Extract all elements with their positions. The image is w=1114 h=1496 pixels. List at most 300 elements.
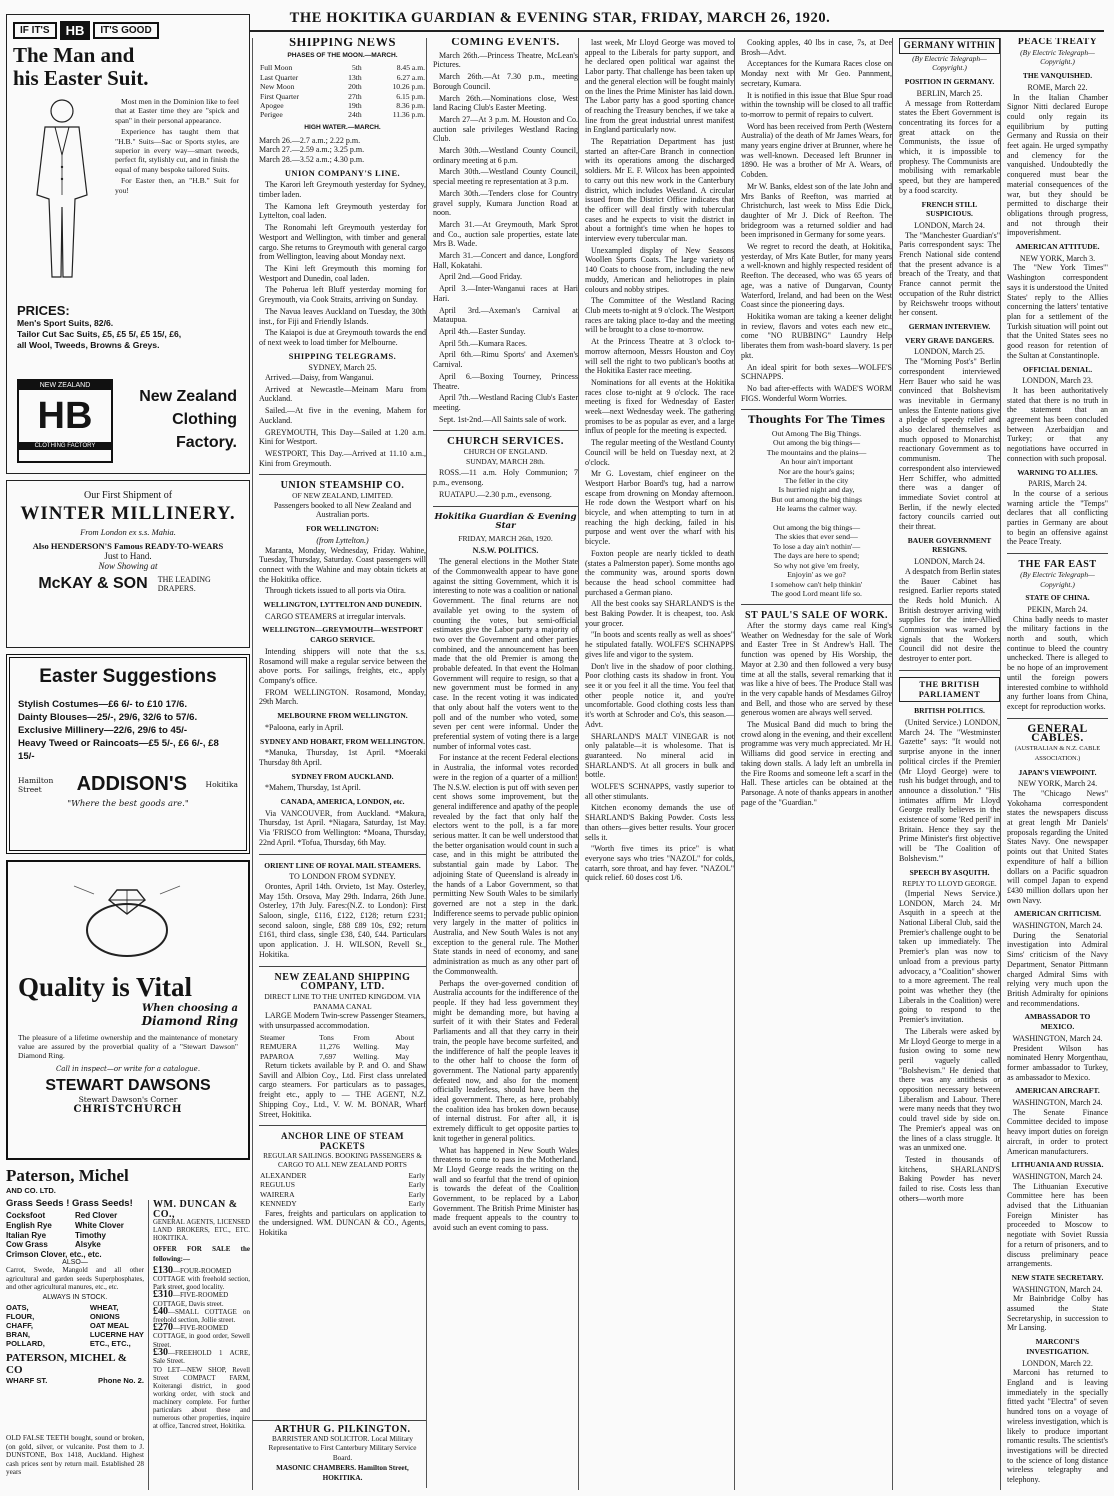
nzs-body: LARGE Modern Twin-screw Passenger Steamers, with unsurpassed accommodation. bbox=[259, 1011, 426, 1031]
section-dateline: NEW YORK, March 3. bbox=[1019, 253, 1096, 263]
table-row bbox=[259, 73, 426, 82]
property-price: £130 bbox=[153, 1264, 173, 1276]
paper-nameplate: Hokitika Guardian & Evening Star bbox=[434, 511, 577, 532]
section-dateline: LONDON, March 22. bbox=[1022, 1358, 1093, 1368]
table-cell: Early bbox=[408, 1199, 425, 1209]
section-head: GERMAN INTERVIEW. bbox=[908, 321, 991, 331]
news-para: An ideal spirit for both sexes—WOLFE'S SCHNAPPS. bbox=[741, 362, 892, 382]
property-item bbox=[153, 1346, 250, 1366]
event-item: April 7th.—Westland Racing Club's Easter meeting. bbox=[433, 393, 578, 412]
table-row bbox=[259, 1171, 426, 1180]
moon-day: 20th bbox=[348, 82, 362, 92]
sale-para: The Musical Band did much to bring the crowd along in the evening, and their excellent programme was very much appreciated. Mr H. Williams did good service in erecting and taking down stalls. A lady left an umbrella in the Fire Rooms and someone left a scarf in the Hall. These articles can be obtained at the Parsonage. A note of thanks appears in another page of the "Guardian." bbox=[741, 720, 892, 807]
union-para: The Kamona left Greymouth yesterday for Lyttelton, coal laden. bbox=[259, 201, 426, 221]
well-sub: (from Lyttelton.) bbox=[316, 535, 369, 545]
news-para: The regular meeting of the Westland County Council will be held on Tuesday next, at 2 o'clock. bbox=[585, 438, 734, 467]
table-cell: Early bbox=[408, 1189, 425, 1199]
asquith-para: (Imperial News Service.) LONDON, March 24. Mr Asquith in a speech at the National Liberal Club, said the Premier's challenge ought to be taken up immediately. The Premier's plan was now to unload from a previous party advocacy, a "Coalition" shower to a more agreement. The real point was whether they (the Liberals in the Coalition) were going to respond to the Premier's invitation. bbox=[899, 888, 1000, 1025]
section-para: In the Italian Chamber Signor Nitti declared Europe could only regain its equilibrium by putting Germany and Russia on their feet again. He urged sympathy and clemency for the vanquished. Undoubtedly the conquered must bear the material consequences of the war, but they should be permitted to discharge their obligations through progress, and not through their impoverishment. bbox=[1007, 92, 1108, 238]
property-desc: —SMALL COTTAGE on freehold section, Jollie street. bbox=[153, 1307, 250, 1325]
moon-time: 8.36 p.m. bbox=[396, 101, 425, 111]
moon-phase: Apogee bbox=[260, 101, 284, 111]
divider bbox=[259, 854, 426, 855]
addisons-name: ADDISON'S bbox=[76, 773, 187, 795]
property-desc: —FOUR-ROOMED COTTAGE with freehold section, Park street, good locality. bbox=[153, 1266, 250, 1292]
section-dateline: WASHINGTON, March 24. bbox=[1012, 1171, 1103, 1181]
section-para: In the course of a serious warning article the "Temps" declares that all conflicting parties in Germany are about to begin an offensive against the Peace Treaty. bbox=[1007, 488, 1108, 547]
church-sub: CHURCH OF ENGLAND. bbox=[463, 447, 548, 457]
moon-phase: Full Moon bbox=[260, 63, 293, 73]
church-title: CHURCH SERVICES. bbox=[446, 435, 565, 448]
news-para: last week, Mr Lloyd George was moved to appeal to the Liberals for party support, and he declared open political war against the Labor party. That challenge has been taken up and the general election will be fought mainly on the lines the Prime Minister has laid down. The Labor party has a good sporting chance of reaching the Treasury benches, if we take a line from the great industrial unrest manifest in England particularly now. bbox=[585, 38, 734, 135]
addisons-motto: "Where the best goods are." bbox=[67, 799, 189, 809]
table-cell: REGULUS bbox=[260, 1180, 296, 1190]
news-para: Acceptances for the Kumara Races close on Monday next with Mr Geo. Pannment, secretary, Kumara. bbox=[741, 59, 892, 88]
wg-head: WELLINGTON—GREYMOUTH—WESTPORT CARGO SERVICE. bbox=[262, 625, 423, 645]
hb-tag-logo: HB bbox=[60, 21, 91, 40]
well-head: FOR WELLINGTON: bbox=[306, 524, 379, 534]
uss-sub: OF NEW ZEALAND, LIMITED. bbox=[292, 491, 393, 501]
stock-item: OAT MEAL bbox=[89, 1320, 129, 1330]
event-item: Sept. 1st-2nd.—All Saints sale of work. bbox=[439, 414, 567, 424]
table-cell: Early bbox=[408, 1171, 425, 1181]
seed-item: Cow Grass bbox=[6, 1240, 48, 1250]
nzs-table bbox=[259, 1033, 426, 1061]
section-head: LITHUANIA AND RUSSIA. bbox=[1011, 1160, 1104, 1170]
section-dateline: LONDON, March 24. bbox=[914, 220, 985, 230]
duncan-ad bbox=[148, 1200, 250, 1490]
church-line: RUATAPU.—2.30 p.m., evensong. bbox=[439, 489, 552, 499]
event-item: April 4th.—Easter Sunday. bbox=[439, 326, 526, 336]
section-para: The "Manchester Guardian's" Paris correspondent says: The French National side contend that the present advance is a breach of the Treaty, and that France cannot permit the occupation of the Ruhr district by Reichswehr troops without her consent. bbox=[899, 230, 1000, 318]
nzs-foot: Return tickets available by P. and O. and Shaw Savill and Albion Coy., Ltd. First class unrelated cargo steamers. For particulars as to passages, freight etc., apply to — THE AGENT, N.Z. Shipping Coy., Ltd., V. W. M. BONAR, Wharf Street, Hokitika. bbox=[259, 1061, 426, 1119]
canada-body: Via VANCOUVER, from Auckland. *Makura, Thursday, 1st April. *Niagara, Saturday, 1st May. Via 'FRISCO from Wellington: *Moana, Thursday, 22nd April. *Tofua, Thursday, 6th May. bbox=[259, 808, 426, 847]
paterson-title: Paterson, Michel bbox=[6, 1166, 129, 1185]
section-head: VERY GRAVE DANGERS. bbox=[904, 335, 995, 345]
duncan-sub: GENERAL AGENTS, LICENSED LAND BROKERS, ETC., ETC. HOKITIKA. bbox=[153, 1219, 250, 1243]
section-head: NEW STATE SECRETARY. bbox=[1011, 1272, 1104, 1282]
section-para: The "New York Times'" Washington correspondent says it is understood the United States' reply to the Allies concerning the latters' tentative plan for a settlement of the Turkish situation will point out that the United States sees no good reason for retention of the Sultan at Constantinople. bbox=[1007, 263, 1108, 360]
moon-day: 27th bbox=[348, 91, 362, 101]
orient-body: Orontes, April 14th. Orvieto, 1st May. Osterley, May 15th. Orsova, May 29th. Indarra, 26th June. Osterley, 17th July. Fares:(N.Z. to London): First Saloon, single, £116, £122, £128; return £231; second saloon, single, £88 £89 10s, £92; return £161, third class, single £38, £40, £44. Particulars upon application. J. H. WILSON, Revell St., Hokitika. bbox=[259, 881, 426, 959]
hb-para-2: Experience has taught them that "H.B." Suits—Sac or Sports styles, are superior in every way—smart tweeds, perfect fit, stylishly cut, and in finish the equal of many bespoke tailored Suits. bbox=[115, 127, 239, 174]
telegrams-head: SHIPPING TELEGRAMS. bbox=[288, 351, 397, 361]
table-cell: 7,697 bbox=[319, 1051, 337, 1061]
section-head: WARNING TO ALLIES. bbox=[1017, 467, 1098, 477]
news-para: "Worth five times its price" is what everyone says who tries "NAZOL" for colds, catarrh, sore throat, and hay fever. "NAZOL" quick relief. 60 doses cost 1/6. bbox=[585, 844, 734, 883]
stewart-dawson-city: CHRISTCHURCH bbox=[73, 1103, 183, 1115]
asquith-head: SPEECH BY ASQUITH. bbox=[909, 867, 990, 877]
addisons-town: Hokitika bbox=[205, 780, 238, 789]
event-item: March 26th.—Nominations close, West land Racing Club's Easter Meeting. bbox=[433, 93, 578, 113]
asquith-sub: REPLY TO LLOYD GEORGE. bbox=[902, 879, 997, 889]
stock-item: WHEAT, bbox=[89, 1302, 119, 1312]
germany-byline: (By Electric Telegraph—Copyright.) bbox=[912, 53, 987, 73]
hb-suit-ad bbox=[6, 14, 250, 474]
lyttelton-head: WELLINGTON, LYTTELTON AND DUNEDIN. bbox=[263, 600, 422, 610]
section-para: A despatch from Berlin states the Bauer Cabinet has resigned. Earlier reports stated the Reds hold Munich. A British destroyer arriving with supplies for the inter-Allied Commission was warned by signals that the Workers Council did not desire the destroyer to enter port. bbox=[899, 566, 1000, 664]
table-header: Tons bbox=[319, 1032, 334, 1042]
table-cell: WAIRERA bbox=[260, 1189, 295, 1199]
local-news-column-2 bbox=[734, 38, 892, 1490]
property-price: £30 bbox=[153, 1346, 168, 1358]
hb-logo-bottom: CLOTHING FACTORY bbox=[19, 442, 111, 450]
masthead: THE HOKITIKA GUARDIAN & EVENING STAR, FRIDAY, MARCH 26, 1920. bbox=[289, 10, 831, 26]
addisons-street: Hamilton Street bbox=[18, 775, 54, 794]
divider bbox=[741, 409, 892, 410]
british-politics-sub: BRITISH POLITICS. bbox=[914, 706, 985, 716]
easter-line: Stylish Costumes—£6 6/- to £10 17/6. bbox=[18, 699, 188, 710]
paterson-also: ALSO— bbox=[62, 1259, 88, 1267]
poem: Out Among The Big Things. Out among the big things— The mountains and the plains— An hour ain't important Nor are the hour's gains; The feller in the city Is hurried night and day, But out among the big things He learns the calmer way. Out among the big things— The skies that ever send— To lose a day ain't nothin'— The days are here to spend; So why not give 'em freely, Enjoyin' as we go? I somehow can't help thinkin' The good Lord meant life so. bbox=[766, 429, 867, 598]
hb-prices bbox=[17, 303, 241, 351]
general-cables-byline: (AUSTRALIAN & N.Z. CABLE ASSOCIATION.) bbox=[1014, 745, 1101, 762]
moon-phase: Last Quarter bbox=[260, 72, 299, 82]
news-para: WOLFE'S SCHNAPPS, vastly superior to all other stimulants. bbox=[585, 782, 734, 801]
hb-tag-left: IF IT'S bbox=[13, 22, 57, 39]
duncan-offer: OFFER FOR SALE the following:— bbox=[153, 1245, 250, 1264]
event-item: April 3rd.—Axeman's Carnival at Mataupua. bbox=[433, 305, 578, 325]
section-dateline: WASHINGTON, March 24. bbox=[1012, 921, 1103, 931]
orient-sub: TO LONDON FROM SYDNEY. bbox=[289, 872, 396, 882]
pilkington-title: ARTHUR G. PILKINGTON. bbox=[274, 1424, 411, 1435]
water-row: March 27.—2.59 a.m.; 3.25 p.m. bbox=[259, 145, 365, 155]
telegram-line: GREYMOUTH, This Day—Sailed at 1.20 a.m. Kini for Westport. bbox=[259, 427, 426, 447]
union-para: The Navua leaves Auckland on Tuesday, the 30th inst., for Fiji and Friendly Islands. bbox=[259, 306, 426, 326]
moon-day: 5th bbox=[351, 63, 362, 73]
divider bbox=[259, 474, 426, 475]
news-para: Mr G. Lovestam, chief engineer on the Westport Harbor Board's tug, had a narrow escape from drowning on Monday afternoon. He rode down the Westport wharf on his bicycle, and when attempting to turn in at reaching the high decking, failed in his purpose and went over the wharf with his bicycle. bbox=[585, 469, 734, 547]
asquith-para: The Liberals were asked by Mr Lloyd George to merge in a fusion owing to some new peril vaguely called "Bolshevism." He denied that there was any antithesis or opposition necessary between Liberalism and Labour. There were many needs that they two could travel side by side on. The Premier's appeal was on the lines of a class struggle. It was an unmixed one. bbox=[899, 1026, 1000, 1153]
paterson-sub: AND CO. LTD. bbox=[6, 1186, 56, 1195]
section-head: AMERICAN AIRCRAFT. bbox=[1015, 1086, 1100, 1096]
table-cell: May bbox=[395, 1042, 410, 1052]
editorial-date: FRIDAY, MARCH 26th, 1920. bbox=[458, 533, 553, 543]
moon-phase: Perigee bbox=[260, 110, 283, 120]
paterson-always: ALWAYS IN STOCK. bbox=[42, 1293, 108, 1301]
section-head: AMERICAN ATTITUDE. bbox=[1015, 242, 1100, 252]
moon-time: 6.15 p.m. bbox=[396, 91, 425, 101]
section-para: Mr Bainbridge Colby has assumed the State Secretaryship, in succession to Mr Lansing. bbox=[1007, 1294, 1108, 1333]
moon-head: PHASES OF THE MOON.—MARCH. bbox=[287, 51, 398, 59]
table-cell: PAPAROA bbox=[260, 1051, 295, 1061]
paterson-grass: Grass Seeds ! Grass Seeds! bbox=[6, 1198, 133, 1209]
moon-time: 8.45 a.m. bbox=[396, 63, 425, 73]
orient-head: ORIENT LINE OF ROYAL MAIL STEAMERS. bbox=[264, 860, 421, 870]
section-para: The "Morning Post's" Berlin correspondent interviewed Herr Bauer who said he was convinced that Bolshevism was inevitable in Germany unless the Entente nations give a pledge of speedy relief and also declared themselves as much opposed to Monarchist reactionary Government as to communism. The correspondent also interviewed Herr Schiffer, who admitted there was a danger of immediate Soviet control at Berlin, if the newly elected factory councils carried out their threat. bbox=[899, 357, 1000, 532]
sydney-head: SYDNEY AND HOBART, FROM WELLINGTON. bbox=[260, 736, 425, 746]
stock-item: ETC., ETC., bbox=[89, 1338, 131, 1348]
section-dateline: LONDON, March 25. bbox=[914, 347, 985, 357]
false-teeth-ad: OLD FALSE TEETH bought, sound or broken, (on gold, silver, or vulcanite. Post them to J. DUNSTONE, Box 1418, Auckland. Highest cash prices sent by return mail. Established 28 years bbox=[6, 1434, 144, 1477]
table-row bbox=[259, 1180, 426, 1189]
event-item: April 6.—Boxing Tourney, Princess Theatre. bbox=[433, 371, 578, 391]
canada-head: CANADA, AMERICA, LONDON, etc. bbox=[280, 797, 405, 807]
property-price: £40 bbox=[153, 1305, 168, 1317]
event-item: March 26th.—At 7.30 p.m., meeting Borough Council. bbox=[433, 72, 578, 91]
table-cell: Welling. bbox=[353, 1051, 380, 1061]
sale-para: After the stormy days came real King's Weather on Wednesday for the sale of Work and Easter Tree in St Andrew's Hall. The function was opened by His Worship, the Mayor at 2.30 and then followed a very busy time at all the stalls, several remarking that it was like a hive of bees. The Produce Stall was in the very capable hands of Mesdames Gilroy and Bell, and those who are served by these generous women are always well served. bbox=[741, 621, 892, 718]
hb-para-1: Most men in the Dominion like to feel that at Easter time they are "spick and span" in their personal appearance. bbox=[115, 97, 239, 125]
far-east-head: THE FAR EAST bbox=[1018, 559, 1097, 571]
property-desc: —FREEHOLD 1 ACRE, Sale Street. bbox=[153, 1348, 250, 1366]
stock-list bbox=[6, 1303, 144, 1348]
hb-para-3: For Easter then, an "H.B." Suit for you! bbox=[115, 176, 239, 195]
moon-day: 13th bbox=[348, 72, 362, 82]
table-cell: 11,276 bbox=[319, 1042, 340, 1052]
section-dateline: LONDON, March 23. bbox=[1022, 376, 1093, 386]
church-date: SUNDAY, MARCH 28th. bbox=[466, 456, 545, 466]
table-cell: KENNEDY bbox=[260, 1199, 297, 1209]
section-para: The Lithuanian Executive Committee here has been advised that the Lithuanian Foreign Minister has proceeded to Moscow to negotiate with Soviet Russia for a return of prisoners, and to discuss preliminary peace arrangements. bbox=[1007, 1181, 1108, 1269]
germany-head: GERMANY WITHIN bbox=[899, 38, 1000, 54]
property-desc: —FIVE-ROOMED COTTAGE, in good order, Sewell Street. bbox=[153, 1324, 250, 1349]
hb-logo-top: NEW ZEALAND bbox=[19, 381, 111, 390]
peace-treaty-column bbox=[1000, 38, 1108, 1490]
moon-day: 19th bbox=[348, 101, 362, 111]
paterson-footer: PATERSON, MICHEL & CO bbox=[6, 1351, 127, 1376]
editorial-para: The general elections in the Mother State of the Commonwealth appear to have gone against the sitting Government, which it is interesting to note was a coalition or national Government. The final returns are not available yet owing to the system of counting the votes, but semi-official estimates give the Labor party a majority of two over the Government and other parties combined, and the announcement has been made that the old Premier is among the probable defeated. In that event the Holman Government will require to resign, so that a new government must be formed in any case. In the recent voting it was indicated that only about half the voters went to the poll and of the number who voted, some seven per cent were informal. Under the preferential system of voting there is a large number of informal votes cast. bbox=[433, 557, 578, 751]
news-para: Unexampled display of New Seasons Woollen Sports Coats. The large variety of 140 Coats to choose from, including the new muddy, American and heliotropes in plain colours and nobby stripes. bbox=[585, 245, 734, 294]
section-para: A message from Rotterdam states the Ebert Government is concentrating its forces for a great attack on the Communists, the issue of which, it is impossible to prophesy. The Communists are mobilising with remarkable speed, but they are hampered by a food scarcity. bbox=[899, 98, 1000, 195]
hb-tag bbox=[13, 21, 243, 40]
hb-price-line: Tailor Cut Sac Suits, £5, £5 5/, £5 15/, £6, bbox=[17, 329, 182, 339]
stock-item: LUCERNE HAY bbox=[89, 1329, 144, 1339]
section-head: MARCONI'S INVESTIGATION. bbox=[1026, 1337, 1089, 1356]
news-para: The Repatriation Department has just started an after-Care Branch in connection with its operations among the discharged soldiers. Mr E. F. Wilcox has been appointed to carry out this new work in the Canterbury district, which includes Westland. A circular issued from the District Office indicates that the officer will deal firstly with tubercular cases and he expects to visit the district in about a fortnight's time when he hopes to interview every tubercular man. bbox=[585, 137, 734, 244]
divider bbox=[259, 966, 426, 967]
section-dateline: PARIS, March 24. bbox=[1028, 479, 1087, 489]
moon-time: 6.27 a.m. bbox=[396, 72, 425, 82]
editorial-head: N.S.W. POLITICS. bbox=[472, 545, 539, 555]
millinery-line: From London ex s.s. Mahia. bbox=[80, 527, 176, 537]
section-para: The Senate Finance Committee decided to impose heavy import duties on foreign aircraft, in order to protect American manufacturers. bbox=[1007, 1107, 1108, 1156]
news-para: Word has been received from Perth (Western Australia) of the death of Mr James Wears, for many years engine driver at Brunner, where he was well-known. Deceased left Brunner in 1890. He was a brother of Mr A. Wears, of Cobden. bbox=[741, 121, 892, 180]
table-row bbox=[259, 1033, 426, 1042]
mckay-drapers: THE LEADING DRAPERS. bbox=[157, 575, 211, 593]
shipping-column bbox=[252, 38, 426, 1488]
seed-item: Red Clover bbox=[75, 1211, 118, 1220]
auckland-head: SYDNEY FROM AUCKLAND. bbox=[291, 771, 394, 781]
section-head: AMERICAN CRITICISM. bbox=[1013, 909, 1102, 919]
millinery-ad bbox=[6, 480, 250, 648]
telegram-line: Arrived.—Daisy, from Wanganui. bbox=[265, 373, 374, 383]
auckland-body: *Mahem, Thursday, 1st April. bbox=[265, 783, 361, 793]
table-header: About bbox=[395, 1032, 415, 1042]
section-dateline: ROME, March 22. bbox=[1027, 82, 1088, 92]
hb-price-line: Men's Sport Suits, 82/6. bbox=[17, 318, 114, 328]
news-para: All the best cooks say SHARLAND'S is the best Baking Powder. It is cheapest, too. Ask your grocer. bbox=[585, 599, 734, 628]
man-in-suit-illustration bbox=[17, 95, 107, 285]
table-row bbox=[259, 1052, 426, 1061]
pilkington-body: BARRISTER AND SOLICITOR. Local Military Representative to First Canterbury Military Service Board. bbox=[268, 1434, 417, 1463]
news-para: No bad after-effects with WADE'S WORM FIGS. Wonderful Worm Worries. bbox=[741, 383, 892, 403]
section-para: President Wilson has nominated Henry Morgenthau, former ambassador to Turkey, as ambassador to Mexico. bbox=[1007, 1043, 1108, 1082]
quality-sub: When choosing a bbox=[142, 1003, 238, 1014]
millinery-headline: WINTER MILLINERY. bbox=[20, 503, 236, 524]
moon-phase: First Quarter bbox=[260, 91, 300, 101]
stock-item: FLOUR, bbox=[6, 1311, 35, 1321]
event-item: April 6th.—Rimu Sports' and Axemen's Carnival. bbox=[433, 350, 578, 370]
church-line: ROSS.—11 a.m. Holy Communion; 7 p.m., evensong. bbox=[433, 468, 578, 488]
table-row bbox=[259, 1190, 426, 1199]
water-row: March 28.—3.52 a.m.; 4.30 p.m. bbox=[259, 154, 365, 164]
property-price: £270 bbox=[153, 1322, 173, 1334]
hb-copy bbox=[115, 97, 239, 197]
divider bbox=[259, 1125, 426, 1126]
paterson-footer-row bbox=[6, 1376, 144, 1385]
table-cell: REMUERA bbox=[260, 1042, 298, 1052]
thoughts-head: Thoughts For The Times bbox=[748, 415, 885, 427]
quality-body: The pleasure of a lifetime ownership and the maintenance of monetary value are assured by the proverbial quality of a "Stewart Dawson" Diamond Ring. bbox=[18, 1033, 238, 1061]
pilkington-footer: MASONIC CHAMBERS. Hamilton Street, HOKITIKA. bbox=[276, 1463, 409, 1482]
union-head: UNION COMPANY'S LINE. bbox=[284, 168, 401, 178]
section-dateline: LONDON, March 24. bbox=[914, 557, 985, 567]
union-para: The Ronomahi left Greymouth yesterday for Westport and Wellington, with timber and general cargo. She returns to Greymouth with general cargo from Wellington, leaving about Monday next. bbox=[259, 223, 426, 262]
event-item: March 30th.—Tenders close for Country gravel supply, Kumara Junction Road at noon. bbox=[433, 188, 578, 218]
easter-title: Easter Suggestions bbox=[39, 666, 217, 687]
section-para: During the Senatorial investigation into Admiral Sims' criticism of the Navy Department, Senator Pittmann charged Admiral Sims with relying very much upon the British Admiralty for opinions and recommendations. bbox=[1007, 930, 1108, 1008]
millinery-line: Also HENDERSON'S Famous READY-TO-WEARS bbox=[32, 541, 224, 551]
quality-title: Quality is Vital bbox=[18, 972, 193, 1002]
hb-tag-right: IT'S GOOD bbox=[93, 22, 158, 39]
peace-byline: (By Electric Telegraph—Copyright.) bbox=[1020, 47, 1095, 67]
divider bbox=[1007, 553, 1108, 554]
hb-factory-name: New Zealand Clothing Factory. bbox=[139, 388, 237, 451]
property-item bbox=[153, 1324, 250, 1349]
mckay-footer bbox=[12, 575, 244, 593]
from-wellington: FROM WELLINGTON. Rosamond, Monday, 29th March. bbox=[259, 687, 426, 707]
divider bbox=[433, 506, 578, 507]
moon-table bbox=[259, 63, 426, 119]
anchor-head: ANCHOR LINE OF STEAM PACKETS bbox=[281, 1131, 404, 1151]
well-body: Maranta, Monday, Wednesday, Friday. Wahine, Tuesday, Thursday, Saturday. Coast passengers will connect with the Wahine and may obtain tickets at the Hokitika office. bbox=[259, 545, 426, 584]
event-item: April 5th.—Kumara Races. bbox=[439, 338, 527, 348]
moon-day: 24th bbox=[348, 110, 362, 120]
easter-line: Exclusive Millinery—22/6, 29/6 to 45/- bbox=[18, 725, 188, 736]
british-parliament-head: THE BRITISH PARLIAMENT bbox=[899, 677, 1000, 702]
events-title: COMING EVENTS. bbox=[451, 38, 560, 48]
seed-item: Italian Rye bbox=[6, 1230, 47, 1240]
event-item: March 27—At 3 p.m. M. Houston and Co. auction sale privileges Westland Racing Club. bbox=[433, 114, 578, 144]
quality-copy bbox=[18, 972, 238, 1115]
news-para: Don't live in the shadow of poor clothing. Poor clothing casts its shadow in front. You see it or you feel it all the time. You feel that other people notice it, and you're uncomfortable. Good clothing costs less than it's worth at Schroder and Co's, this season.—Advt. bbox=[585, 661, 734, 729]
sydney-body: *Manuka, Thursday, 1st April. *Moeraki Thursday 8th April. bbox=[259, 748, 426, 767]
news-para: Kitchen economy demands the use of SHARLAND'S Baking Powder. Costs less than others—gives better results. Your grocer sells it. bbox=[585, 803, 734, 842]
diamond-ring-illustration bbox=[14, 868, 240, 968]
general-cables-head: GENERAL CABLES. bbox=[1027, 722, 1088, 745]
anchor-foot: Fares, freights and particulars on application to the undersigned. WM. DUNCAN & CO., Agents, Hokitika bbox=[259, 1208, 426, 1238]
millinery-line: Our First Shipment of bbox=[83, 490, 173, 501]
property-desc: —FIVE-ROOMED COTTAGE, Davis street. bbox=[153, 1291, 229, 1308]
union-para: The Kaiapoi is due at Greymouth towards the end of next week to load timber for Melbourne. bbox=[259, 328, 426, 347]
hb-price-line: all Wool, Tweeds, Browns & Greys. bbox=[17, 340, 160, 350]
event-item: March 31.—At Greymouth, Mark Sprot and Co., auction sale properties, estate late Mrs B. Wade. bbox=[433, 219, 578, 249]
through-tickets: Through tickets issued to all ports via Otira. bbox=[265, 586, 406, 596]
hb-title: The Man and his Easter Suit. bbox=[13, 43, 149, 90]
news-para: Foxton people are nearly tickled to death (states a Palmerston paper). Some months ago the community was, around sports down because the head school committee had purchased a German piano. bbox=[585, 548, 734, 597]
quality-sub: Diamond Ring bbox=[141, 1014, 238, 1028]
section-head: FRENCH STILL SUSPICIOUS. bbox=[921, 199, 978, 219]
far-east-para: China badly needs to master the military factions in the north and south, which continue to bleed the country unchecked. There is alleged to be no hope of an improvement until the foreign powers interested combine to withhold any further loans from China, except for reproduction works. bbox=[1007, 614, 1108, 711]
stewart-dawson-ad bbox=[6, 860, 250, 1160]
table-row bbox=[259, 101, 426, 110]
anchor-table bbox=[259, 1171, 426, 1209]
news-para: SHARLAND'S MALT VINEGAR is not only palatable—it is wholesome. That is guaranteed. No mineral acid in SHARLAND'S. At all grocers in bulk and bottle. bbox=[585, 731, 734, 780]
table-cell: May bbox=[395, 1051, 410, 1061]
telegram-line: Sailed.—At five in the evening, Mahem for Auckland. bbox=[259, 406, 426, 425]
table-cell: ALEXANDER bbox=[260, 1171, 307, 1181]
mckay-name: McKAY & SON bbox=[38, 575, 148, 592]
uss-head: UNION STEAMSHIP CO. bbox=[280, 480, 405, 492]
telegram-line: WESTPORT, This Day.—Arrived at 11.10 a.m., Kini from Greymouth. bbox=[259, 448, 426, 468]
table-row bbox=[259, 1199, 426, 1208]
event-item: March 26th.—Princess Theatre, McLean's Pictures. bbox=[433, 50, 578, 70]
stock-right bbox=[90, 1303, 144, 1348]
lyttelton-body: CARGO STEAMERS at irregular intervals. bbox=[265, 611, 406, 621]
anchor-sub: REGULAR SAILINGS. BOOKING PASSENGERS & CARGO TO ALL NEW ZEALAND PORTS bbox=[263, 1151, 422, 1170]
divider bbox=[433, 430, 578, 431]
section-head: THE VANQUISHED. bbox=[1022, 71, 1093, 81]
easter-ad bbox=[6, 654, 250, 854]
property-price: £310 bbox=[153, 1289, 173, 1301]
section-para: It has been authoritatively stated that there is no truth in the statement that an agreement has been concluded between Azerbaidjan and Turkey; or that any negotiations have occurred in connection with such proposal. bbox=[1007, 385, 1108, 463]
section-head: OFFICIAL DENIAL. bbox=[1022, 364, 1093, 374]
water-head: HIGH WATER.—MARCH. bbox=[304, 123, 381, 131]
stock-item: OATS, bbox=[6, 1302, 29, 1312]
union-para: The Karori left Greymouth yesterday for Sydney, timber laden. bbox=[259, 180, 426, 200]
paterson-body: Carrot, Swede, Mangold and all other agricultural and garden seeds Superphosphates, and other agricultural manures, etc., etc. bbox=[6, 1266, 144, 1292]
table-cell: Welling. bbox=[353, 1042, 380, 1052]
hb-logo-mid: HB bbox=[37, 395, 93, 437]
british-para: (United Service.) LONDON, March 24. The "Westminster Gazette" says: "It would not surprise anyone in the inner political circles if the Premier (Mr Lloyd George) were to rush his budget through, and to announce a dissolution." "His intimates affirm Mr Lloyd George really believes in the existence of some 'Red peril' in Britain. Hence they say the Prime Minister's first objective will be 'The Coalition of Bolshevism.'" bbox=[899, 718, 1000, 863]
seed-crimson: Crimson Clover, etc., etc. bbox=[6, 1250, 102, 1260]
event-item: March 30th.—Westland County Council, special meeting re representation at 3 p.m. bbox=[433, 167, 578, 187]
section-para: The "Chicago News" Yokohama correspondent states the newspapers discuss at great length Mr Daniels' proposals regarding the United States Navy. One newspaper points out that United States expenditure of half a billion dollars on a Pacific squadron will compel Japan to expend £430 million dollars upon her own Navy. bbox=[1007, 788, 1108, 905]
editorial-para: What has happened in New South Wales threatens to come to pass in the Motherland. Mr Lloyd George reads the writing on the wall and so fearful that the trend of opinion is towards the defeat of the Coalition Government, to be replaced by a Labor Government. The British Prime Minister has made frequent appeals to the country to avoid such an event coming to pass. bbox=[433, 1145, 578, 1233]
moon-time: 11.36 p.m. bbox=[392, 110, 425, 120]
far-east-sub: STATE OF CHINA. bbox=[1025, 593, 1090, 603]
easter-line: Heavy Tweed or Raincoats—£5 5/-, £6 6/-, £8 15/- bbox=[18, 738, 219, 762]
sharland-tail: Tested in thousands of kitchens, SHARLAND'S Baking Powder has never failed to rise. Costs less than others—worth more bbox=[899, 1154, 1000, 1203]
masthead-rule bbox=[250, 30, 1104, 32]
news-para: Cooking apples, 40 lbs in case, 7s, at Dee Brosh—Advt. bbox=[741, 38, 892, 57]
far-east-dateline: PEKIN, March 24. bbox=[1027, 604, 1088, 614]
news-para: We regret to record the death, at Hokitika, yesterday, of Mrs Kate Butler, for many years a well-known and highly respected resident of Reefton. The deceased, who was 65 years of age, was a native of Dungarvan, County Waterford, Ireland, and had been on the West Coast since the pioneering days. bbox=[741, 242, 892, 310]
section-head: AMBASSADOR TO MEXICO. bbox=[1024, 1012, 1091, 1032]
stewart-dawson-name: STEWART DAWSONS bbox=[45, 1076, 211, 1094]
cables-column bbox=[892, 38, 1000, 1490]
stock-item: CHAFF, bbox=[6, 1320, 33, 1330]
far-east-byline: (By Electric Telegraph—Copyright.) bbox=[1020, 569, 1095, 589]
quality-call: Call in inspect—or write for a catalogue. bbox=[55, 1064, 201, 1073]
news-para: The Committee of the Westland Racing Club meets to-night at 9 o'clock. The Westport races are taking place to-day and the meeting will be brought to a close to-morrow. bbox=[585, 296, 734, 335]
event-item: April 3.—Inter-Wanganui races at Hari Hari. bbox=[433, 284, 578, 303]
section-dateline: WASHINGTON, March 24. bbox=[1012, 1284, 1103, 1294]
table-row bbox=[259, 110, 426, 119]
melbourne-head: MELBOURNE FROM WELLINGTON. bbox=[277, 711, 408, 721]
news-para: It is notified in this issue that Blue Spur road within the township will be closed to all traffic to-morrow to permit of repairs to culvert. bbox=[741, 90, 892, 119]
peace-head: PEACE TREATY bbox=[1017, 38, 1098, 47]
stewart-dawson-corner: Stewart Dawson's Corner bbox=[78, 1094, 178, 1104]
hb-factory-logo bbox=[17, 379, 113, 463]
nzs-head: NEW ZEALAND SHIPPING COMPANY, LTD. bbox=[274, 971, 411, 993]
duncan-let: TO LET—NEW SHOP, Revell Street COMPACT FARM, Koiterangi district, in good working order, with stock and machinery complete. For further particulars about these and numerous other properties, inquire at office, Tancred street, Hokitika. bbox=[153, 1367, 250, 1431]
stock-item: POLLARD, bbox=[6, 1338, 45, 1348]
editorial-para: Perhaps the over-governed condition of Australia accounts for the indifference of the people. If they had less government they might be demanding more, but having a surfeit of it with their States and Federal Parliaments and all that they carry in their train, the people have become surfeited, and the indifference of half the people leaves it to the other half to choose the form of government. The National party apparently defeated now, and also for the moment officially leaderless, should have been the ideal government. There, as here, probably the coalition idea has broken down because of internal distrust. For after all, it is extremely difficult to get opposite parties to knit together in general politics. bbox=[433, 978, 578, 1143]
section-dateline: NEW YORK, March 24. bbox=[1017, 779, 1098, 789]
paterson-phone: Phone No. 2. bbox=[98, 1375, 144, 1385]
